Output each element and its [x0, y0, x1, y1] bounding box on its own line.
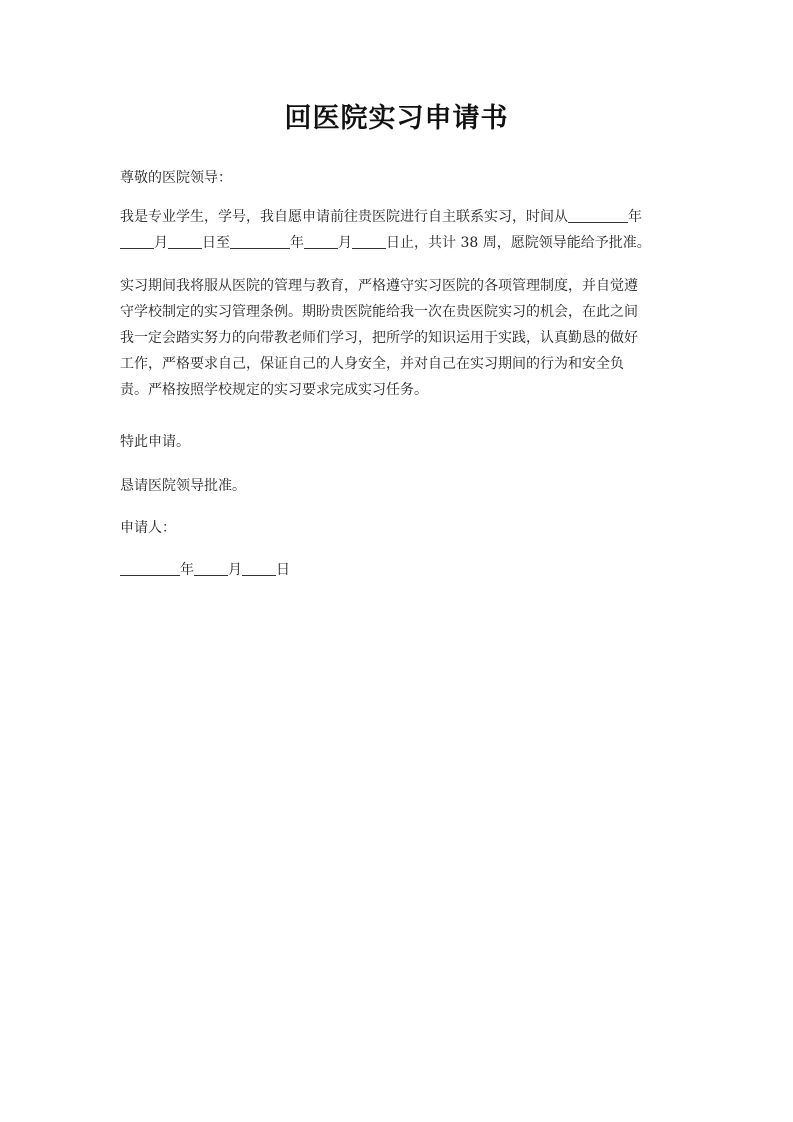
closing-approval [120, 473, 673, 499]
para1-year-label: 年 [628, 209, 642, 225]
signature-year-blank [120, 561, 180, 576]
para1-text: 我是专业学生，学号，我自愿申请前往贵医院进行自主联系实习，时间从 [120, 209, 568, 225]
paragraph-application [120, 204, 673, 256]
day-blank-end [352, 234, 386, 249]
applicant-label: 申请人： [120, 520, 176, 536]
para2-line3: 我一定会踏实努力的向带教老师们学习，把所学的知识运用于实践，认真勤恳的做好 [120, 330, 638, 346]
signature-day-label: 日 [276, 562, 290, 578]
signature-date-line [120, 557, 673, 583]
signature-month-label: 月 [228, 562, 242, 578]
closing-approval-text: 恳请医院领导批准。 [120, 478, 246, 494]
month-blank-start [120, 234, 154, 249]
para2-line5: 责。严格按照学校规定的实习要求完成实习任务。 [120, 382, 428, 398]
year-blank-end [230, 234, 290, 249]
closing-request [120, 429, 673, 455]
para1-year2-label: 年 [290, 235, 304, 251]
paragraph-application-line2 [120, 230, 673, 256]
para1-month-label: 月 [154, 235, 168, 251]
signature-year-label: 年 [180, 562, 194, 578]
paragraph-application-line1 [120, 204, 673, 230]
para2-line4: 工作，严格要求自己，保证自己的人身安全，并对自己在实习期间的行为和安全负 [120, 356, 624, 372]
signature-date [120, 557, 673, 583]
year-blank-start [568, 208, 628, 223]
closing-request-text: 特此申请。 [120, 434, 190, 450]
para2-line1: 实习期间我将服从医院的管理与教育，严格遵守实习医院的各项管理制度，并自觉遵 [120, 278, 638, 294]
day-blank-start [168, 234, 202, 249]
para1-day-end-text: 日止，共计 38 周，愿院领导能给予批准。 [386, 235, 651, 251]
salutation-text: 尊敬的医院领导： [120, 170, 232, 186]
signature-day-blank [242, 561, 276, 576]
document-title: 回医院实习申请书 [284, 103, 509, 134]
applicant-signature [120, 515, 673, 541]
salutation [120, 165, 673, 191]
para1-day-to-label: 日至 [202, 235, 230, 251]
signature-month-blank [194, 561, 228, 576]
paragraph-commitment [120, 273, 673, 403]
para1-month2-label: 月 [338, 235, 352, 251]
month-blank-end [304, 234, 338, 249]
para2-line2: 守学校制定的实习管理条例。期盼贵医院能给我一次在贵医院实习的机会，在此之间 [120, 304, 638, 320]
